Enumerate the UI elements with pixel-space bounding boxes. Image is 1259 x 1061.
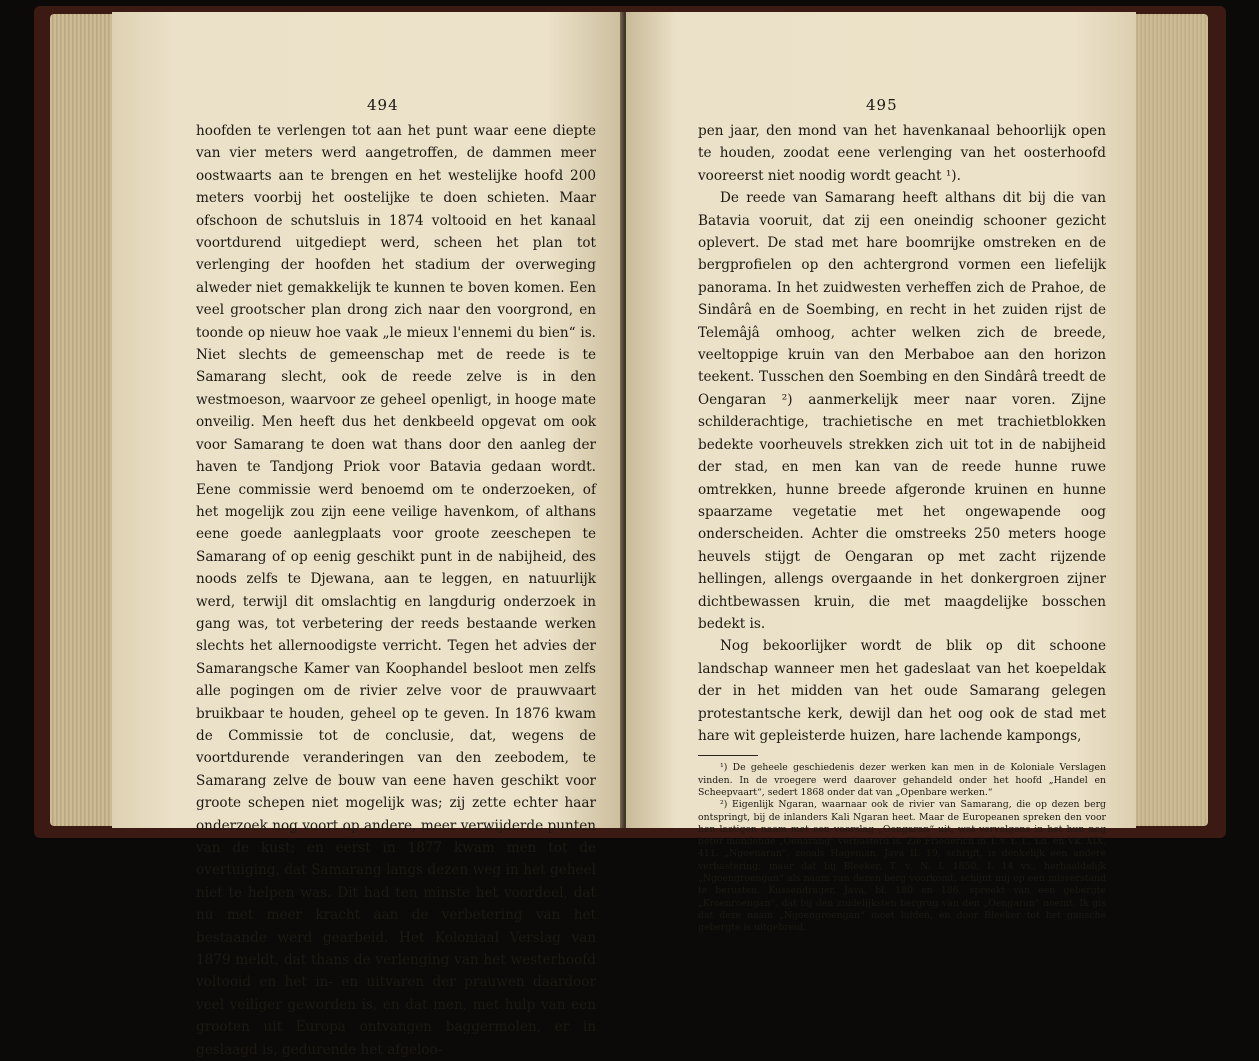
page-edges-right <box>1128 14 1208 826</box>
paragraph: De reede van Samarang heeft althans dit bij die van Batavia vooruit, dat zij een oneindig schooner gezicht oplevert. De stad met hare boomrijke omstreken en de bergprofielen op den achtergrond vormen een liefelijk panorama. In het zuidwesten verheffen zich de Prahoe, de Sindârâ en de Soembing, en recht in het zuiden rijst de Telemâjâ omhoog, achter welken zich de breede, veeltoppige kruin van den Merbaboe aan den horizon teekent. Tusschen den Soembing en den Sindârâ treedt de Oengaran ²) aanmerkelijk meer naar voren. Zijne schilderachtige, trachietische en met trachietblokken bedekte voorheuvels strekken zich uit tot in de nabijheid der stad, en men kan van de reede hunne ruwe omtrekken, hunne breede afgeronde kruinen en hunne spaarzame vegetatie met het ongewapende oog onderscheiden. Achter die omstreeks 250 meters hooge heuvels stijgt de Oengaran op met zacht rijzende hellingen, allengs overgaande in het donkergroen zijner dichtbewassen kruin, die met maagdelijke bosschen bedekt is. <box>698 190 1106 632</box>
page-body <box>196 120 596 1061</box>
paragraph: hoofden te verlengen tot aan het punt waar eene diepte van vier meters werd aangetroffen, de dammen meer oostwaarts aan te brengen en het westelijke hoofd 200 meters voorbij het oostelijke te doen schieten. Maar ofschoon de schutsluis in 1874 voltooid en het kanaal voortdurend uitgediept werd, scheen het plan tot verlenging der hoofden het stadium der overweging alweder niet gemakkelijk te kunnen te boven komen. Een veel grootscher plan drong zich naar den voorgrond, en toonde op nieuw hoe vaak „le mieux l'ennemi du bien“ is. Niet slechts de gemeenschap met de reede is te Samarang slecht, ook de reede zelve is in den westmoeson, waarvoor ze geheel openligt, in hooge mate onveilig. Men heeft dus het denkbeeld opgevat om ook voor Samarang te doen wat thans door den aanleg der haven te Tandjong Priok voor Batavia gedaan wordt. Eene commissie werd benoemd om te onderzoeken, of het mogelijk zou zijn eene veilige havenkom, of althans eene goede aanlegplaats voor groote zeeschepen te Samarang of op eenig geschikt punt in de nabijheid, des noods zelfs te Djewana, aan te leggen, en natuurlijk werd, terwijl dit omslachtig en langdurig onderzoek in gang was, tot verbetering der reeds bestaande werken slechts het allernoodigste verricht. Tegen het advies der Samarangsche Kamer van Koophandel besloot men zelfs alle pogingen om de rivier zelve voor de prauwvaart bruikbaar te houden, geheel op te geven. In 1876 kwam de Commissie tot de conclusie, dat, wegens de voortdurende veranderingen van den zeebodem, te Samarang zelve de bouw van eene haven geschikt voor groote schepen niet mogelijk was; zij zette echter haar onderzoek nog voort op andere, meer verwijderde punten van de kust; en eerst in 1877 kwam men tot de overtuiging, dat Samarang langs dezen weg in het geheel niet te helpen was. Dit had ten minste het voordeel, dat nu met meer kracht aan de verbetering van het bestaande werd gearbeid. Het Koloniaal Verslag van 1879 meldt, dat thans de verlenging van het westerhoofd voltooid en het in- en uitvaren der prauwen daardoor veel veiliger geworden is, en dat men, met hulp van een grooten uit Europa ontvangen baggermolen, er in geslaagd is, gedurende het afgeloo- <box>196 123 596 1058</box>
page-edges-left <box>50 14 118 826</box>
left-page <box>112 12 624 1058</box>
right-page <box>626 12 1136 934</box>
footnote: ²) Eigenlijk Ngaran, waarnaar ook de rivier van Samarang, die op dezen berg ontspringt, bij de inlanders Kali Ngaran heet. Maar de Europeanen spreken den voor hen lastigen naam met een voorslag „Oengaran“ uit, wat vervolgens in het hun nog beter mondende „Oenarang“ verbasterd is. Zie Friederich in T. v. I. T., Ld. en Vk. XIX. 411. „Ngoenaran“, zooals Hageman, Java II. 19, schrijft, is denkelijk een andere verbastering; maar dat bij Bleeker, T. v. N. I. 1850, I. 14 vv., herhaaldelijk „Ngoengroengan“ als naam van dezen berg voorkomt, schijnt mij op een misverstand te berusten. Kussendrager, Java, bl. 180 en 186, spreekt van een gebergte „Kroenroengan“, dat bij den zuidelijksten bergrug van den „Oengaran“ noemt. Ik gis dat deze naam „Ngoengroengan“ moet luiden, en door Bleeker tot het gansche gebergte is uitgebreid. <box>698 799 1106 934</box>
paragraph: pen jaar, den mond van het havenkanaal behoorlijk open te houden, zoodat eene verlenging van het oosterhoofd vooreerst niet noodig wordt geacht ¹). <box>698 123 1106 184</box>
page-number: 495 <box>866 96 898 114</box>
footnote-rule <box>698 755 758 756</box>
footnote: ¹) De geheele geschiedenis dezer werken kan men in de Koloniale Verslagen vinden. In de vroegere werd daarover gehandeld onder het hoofd „Handel en Scheepvaart“, sedert 1868 onder dat van „Openbare werken.“ <box>698 762 1106 798</box>
paragraph: Nog bekoorlijker wordt de blik op dit schoone landschap wanneer men het gadeslaat van het koepeldak der in het midden van het oude Samarang gelegen protestantsche kerk, dewijl dan het oog ook de stad met hare wit gepleisterde huizen, hare lachende kampongs, <box>698 638 1106 744</box>
page-body <box>698 120 1106 935</box>
footnotes <box>698 762 1106 934</box>
page-number: 494 <box>367 96 399 114</box>
